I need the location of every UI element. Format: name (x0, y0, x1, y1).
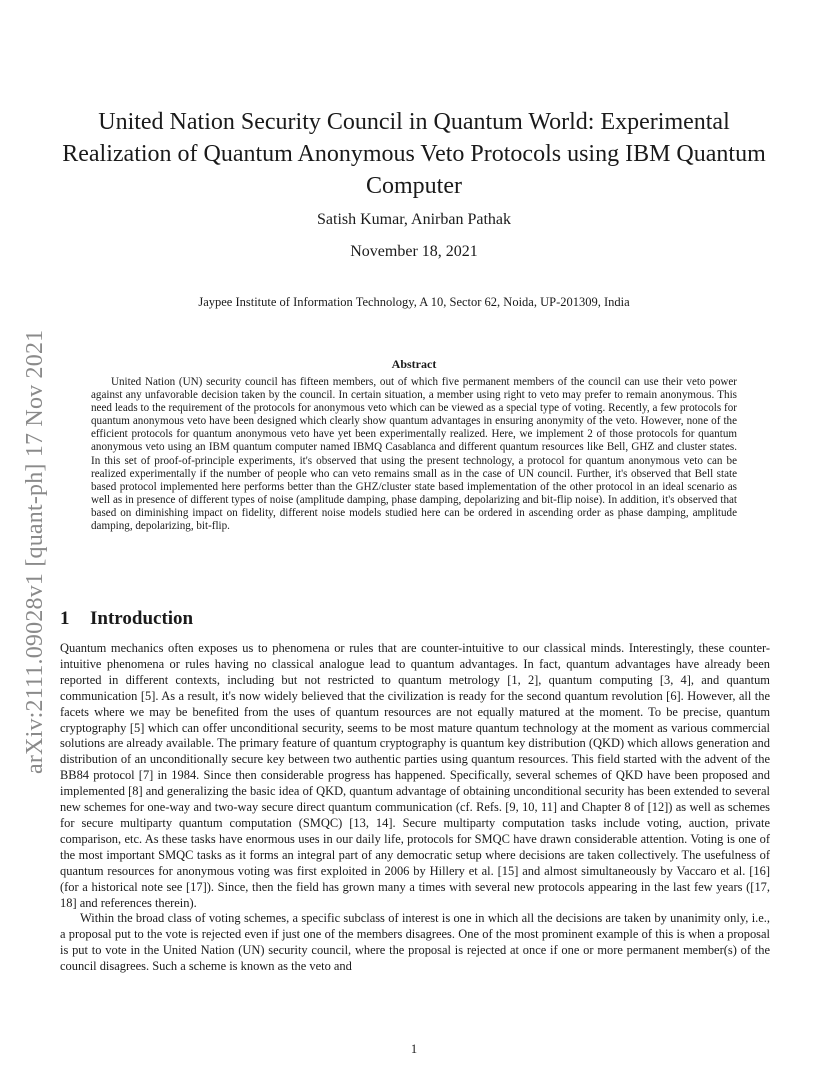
arxiv-identifier-stamp[interactable]: arXiv:2111.09028v1 [quant-ph] 17 Nov 2021 (22, 329, 48, 774)
author-list: Satish Kumar, Anirban Pathak (317, 211, 511, 228)
section-heading-introduction (60, 608, 193, 630)
page-number: 1 (410, 1042, 418, 1056)
section-number: 1 (60, 608, 70, 629)
introduction-paragraph: Quantum mechanics often exposes us to phenomena or rules that are counter-intuitive to our classical minds. Interestingly, these counter-intuitive phenomena or rules having no classical analogue lead to quantum advantages. In fact, quantum advantages have already been reported in different contexts, including but not restricted to quantum metrology [1, 2], quantum computing [3, 4], and quantum communication [5]. As a result, it's now widely believed that the civilization is ready for the second quantum revolution [6]. However, all the facets where we may be benefited from the uses of quantum resources are not equally matured at the moment. To be precise, quantum cryptography [5] which can offer unconditional security, seems to be most mature quantum technology at the moment as various commercial solutions are already available. The primary feature of quantum cryptography is quantum key distribution (QKD) which allows generation and distribution of an unconditionally secure key between two authentic parties using quantum resources. This field started with the advent of the BB84 protocol [7] in 1984. Since then considerable progress has happened. Specifically, several schemes of QKD have been proposed and implemented [8] and generalizing the basic idea of QKD, quantum advantage of obtaining unconditional security has been extended to several new schemes for one-way and two-way secure direct quantum communication (cf. Refs. [9, 10, 11] and Chapter 8 of [12]) as well as schemes for secure multiparty quantum computation (SMQC) [13, 14]. Secure multiparty computation tasks include voting, auction, private comparison, etc. As these tasks have enormous uses in our daily life, protocols for SMQC have drawn considerable attention. Voting is one of the most important SMQC tasks as it forms an integral part of any democratic setup where decisions are taken collectively. The usefulness of quantum resources for anonymous voting was first exploited in 2006 by Hillery et al. [15] and almost simultaneously by Vaccaro et al. [16] (for a historical note see [17]). Since, then the field has grown many a times with several new protocols appearing in the last few years ([17, 18] and references therein). (60, 641, 770, 910)
author-affiliation: Jaypee Institute of Information Technology, A 10, Sector 62, Noida, UP-201309, India (198, 295, 630, 309)
introduction-paragraph: Within the broad class of voting schemes, a specific subclass of interest is one in which all the decisions are taken by unanimity only, i.e., a proposal put to the vote is rejected even if just one of the members disagrees. One of the most prominent example of this is when a proposal is put to vote in the United Nation (UN) security council, where the proposal is rejected at once if one or more permanent member(s) of the council disagrees. Such a scheme is known as the veto and (60, 911, 770, 974)
section-title: Introduction (90, 608, 194, 629)
abstract-heading: Abstract (391, 357, 437, 371)
paper-title: United Nation Security Council in Quantum World: Experimental Realization of Quantum Anonymous Veto Protocols using IBM Quantum Computer (62, 109, 766, 199)
abstract-text: United Nation (UN) security council has fifteen members, out of which five permanent members of the council can use their veto power against any unfavorable decision taken by the council. In certain situation, a member using right to veto may prefer to remain anonymous. This need leads to the requirement of the protocols for anonymous veto which can be viewed as a special type of voting. Recently, a few protocols for quantum anonymous veto have been designed which clearly show quantum advantages in ensuring anonymity of the veto. However, none of the efficient protocols for quantum anonymous veto have yet been experimentally realized. Here, we implement 2 of those protocols for quantum anonymous veto using an IBM quantum computer named IBMQ Casablanca and different quantum resources like Bell, GHZ and cluster states. In this set of proof-of-principle experiments, it's observed that using the present technology, a protocol for quantum anonymous veto can be realized experimentally if the number of people who can veto remains small as in the case of UN council. Further, it's observed that Bell state based protocol implemented here performs better than the GHZ/cluster state based implementation of the other protocol in an ideal scenario as well as in presence of different types of noise (amplitude damping, phase damping, depolarizing and bit-flip noise). In addition, it's observed that based on diminishing impact on fidelity, different noise models studied here can be ordered in ascending order as phase damping, amplitude damping, depolarizing, bit-flip. (91, 376, 737, 533)
publication-date: November 18, 2021 (350, 243, 478, 260)
introduction-body (60, 641, 770, 975)
